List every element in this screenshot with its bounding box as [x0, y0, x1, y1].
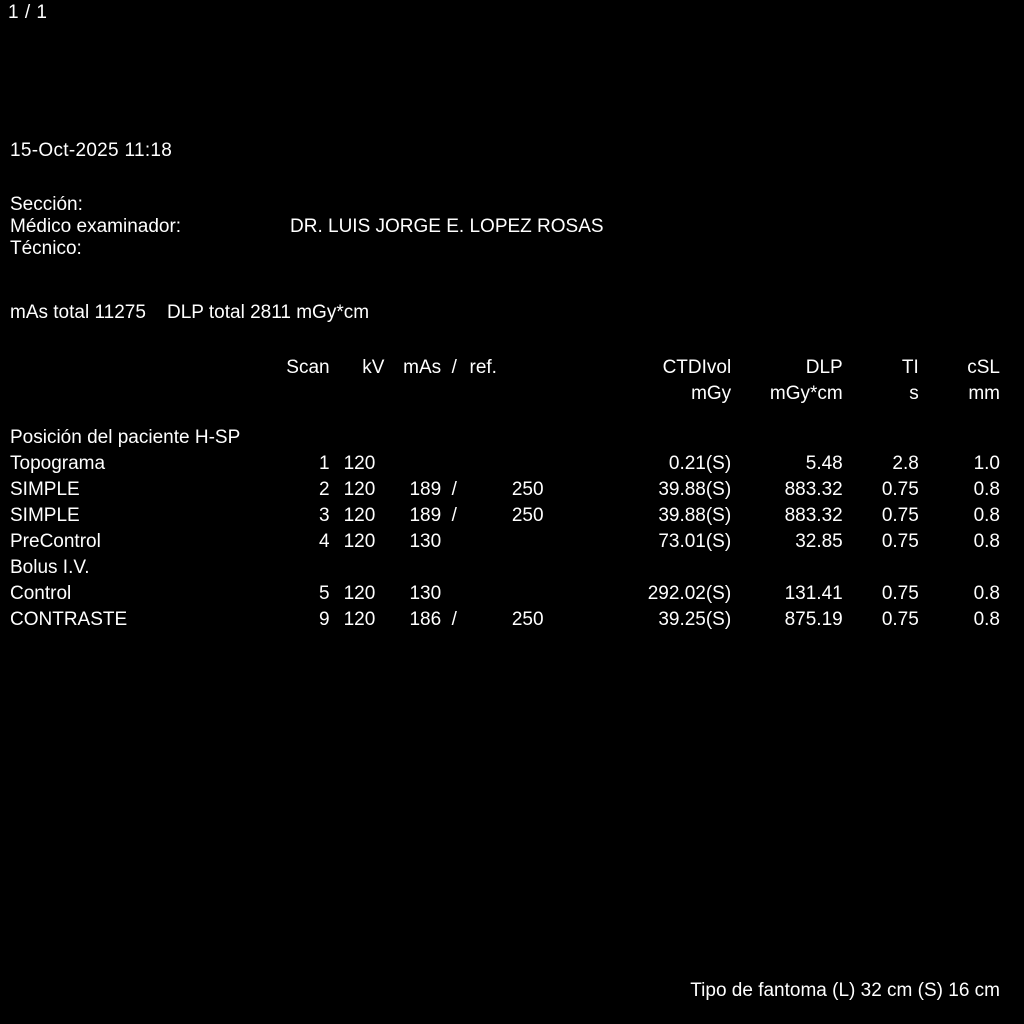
row-csl: 0.8	[973, 609, 1000, 630]
row-kv: 120	[343, 531, 376, 552]
header-csl-unit: mm	[968, 383, 1000, 404]
row-scan: 5	[319, 583, 330, 604]
row-name: Topograma	[10, 453, 106, 474]
header-blank-mas	[390, 381, 441, 407]
row-ref: 250	[511, 505, 544, 526]
row-kv	[330, 555, 391, 581]
table-row	[0, 503, 1000, 529]
row-csl: 1.0	[973, 453, 1000, 474]
row-scan: 4	[319, 531, 330, 552]
row-dlp: 32.85	[795, 531, 843, 552]
row-mas	[390, 555, 441, 581]
header-blank-scan	[274, 381, 330, 407]
header-scan: Scan	[286, 357, 330, 378]
page-indicator: 1 / 1	[8, 2, 48, 23]
row-scan	[274, 555, 330, 581]
row-kv: 120	[343, 583, 376, 604]
row-ctdivol: 0.21(S)	[668, 453, 732, 474]
header-kv: kV	[362, 357, 385, 378]
row-scan: 3	[319, 505, 330, 526]
row-name: Bolus I.V.	[10, 557, 90, 578]
patient-position: Posición del paciente H-SP	[10, 427, 241, 448]
row-ref	[468, 529, 544, 555]
row-name: PreControl	[10, 531, 101, 552]
technician-row	[10, 238, 604, 260]
section-label: Sección:	[10, 194, 83, 215]
row-mas: 189	[409, 479, 442, 500]
row-csl: 0.8	[973, 583, 1000, 604]
table-row	[0, 607, 1000, 633]
row-mas: 189	[409, 505, 442, 526]
header-dlp: DLP	[805, 357, 843, 378]
physician-value: DR. LUIS JORGE E. LOPEZ ROSAS	[290, 216, 604, 237]
row-dlp: 883.32	[784, 479, 843, 500]
phantom-note: Tipo de fantoma (L) 32 cm (S) 16 cm	[690, 980, 1000, 1001]
section-row	[10, 194, 604, 216]
row-dlp: 131.41	[784, 583, 843, 604]
table-spacer-row	[0, 407, 1000, 425]
row-name: SIMPLE	[10, 479, 80, 500]
physician-row	[10, 216, 604, 238]
row-ref: 250	[511, 479, 544, 500]
row-name: Control	[10, 583, 72, 604]
row-mas	[390, 451, 441, 477]
row-slash	[441, 555, 467, 581]
row-name: SIMPLE	[10, 505, 80, 526]
row-dlp: 883.32	[784, 505, 843, 526]
table-header-row-units-bottom	[0, 381, 1000, 407]
row-slash	[441, 581, 467, 607]
technician-label: Técnico:	[10, 238, 82, 259]
header-spacer-2	[0, 381, 274, 407]
row-ti: 0.75	[881, 583, 919, 604]
row-kv: 120	[343, 609, 376, 630]
row-ti	[843, 555, 919, 581]
header-ref: ref.	[469, 357, 497, 378]
row-dlp	[731, 555, 843, 581]
row-ref: 250	[511, 609, 544, 630]
header-ti: TI	[901, 357, 919, 378]
row-kv: 120	[343, 479, 376, 500]
row-slash: /	[451, 505, 457, 526]
row-mas: 130	[409, 531, 442, 552]
row-ctdivol: 39.88(S)	[658, 479, 732, 500]
header-ctdivol: CTDIvol	[662, 357, 732, 378]
row-scan: 1	[319, 453, 330, 474]
row-mas: 186	[409, 609, 442, 630]
spacer-cell	[0, 407, 1000, 425]
row-ctdivol: 292.02(S)	[647, 583, 732, 604]
row-dlp: 5.48	[805, 453, 843, 474]
row-ref	[468, 451, 544, 477]
dose-totals: mAs total 11275 DLP total 2811 mGy*cm	[10, 302, 370, 323]
row-ref	[468, 581, 544, 607]
row-slash	[441, 529, 467, 555]
row-kv: 120	[343, 453, 376, 474]
row-dlp: 875.19	[784, 609, 843, 630]
physician-label: Médico examinador:	[10, 216, 182, 237]
row-slash: /	[451, 479, 457, 500]
table-header-row-units-top	[0, 355, 1000, 381]
row-mas: 130	[409, 583, 442, 604]
header-slash: /	[451, 357, 457, 378]
row-slash	[441, 451, 467, 477]
header-mas: mAs	[403, 357, 442, 378]
header-blank-ref	[468, 381, 544, 407]
table-row	[0, 529, 1000, 555]
row-ref	[468, 555, 544, 581]
header-csl: cSL	[967, 357, 1000, 378]
header-dlp-unit: mGy*cm	[769, 383, 843, 404]
header-spacer	[0, 355, 274, 381]
row-ti: 0.75	[881, 531, 919, 552]
row-ctdivol: 73.01(S)	[658, 531, 732, 552]
row-slash: /	[451, 609, 457, 630]
table-row	[0, 477, 1000, 503]
row-csl: 0.8	[973, 505, 1000, 526]
table-row	[0, 451, 1000, 477]
row-kv: 120	[343, 505, 376, 526]
header-blank-slash	[441, 381, 467, 407]
row-ctdivol: 39.25(S)	[658, 609, 732, 630]
table-row	[0, 581, 1000, 607]
row-csl: 0.8	[973, 531, 1000, 552]
table-row	[0, 555, 1000, 581]
row-scan: 2	[319, 479, 330, 500]
header-ctdivol-unit: mGy	[691, 383, 732, 404]
row-ti: 0.75	[881, 479, 919, 500]
row-csl	[919, 555, 1000, 581]
patient-position-row	[0, 425, 1000, 451]
row-ti: 0.75	[881, 505, 919, 526]
dose-table	[0, 355, 1024, 633]
row-ti: 0.75	[881, 609, 919, 630]
header-ti-unit: s	[909, 383, 919, 404]
header-blank-kv	[330, 381, 391, 407]
exam-metadata	[10, 194, 604, 260]
row-scan: 9	[319, 609, 330, 630]
row-name: CONTRASTE	[10, 609, 128, 630]
row-ctdivol	[544, 555, 732, 581]
exam-datetime: 15-Oct-2025 11:18	[10, 140, 173, 161]
row-ti: 2.8	[892, 453, 919, 474]
row-ctdivol: 39.88(S)	[658, 505, 732, 526]
row-csl: 0.8	[973, 479, 1000, 500]
